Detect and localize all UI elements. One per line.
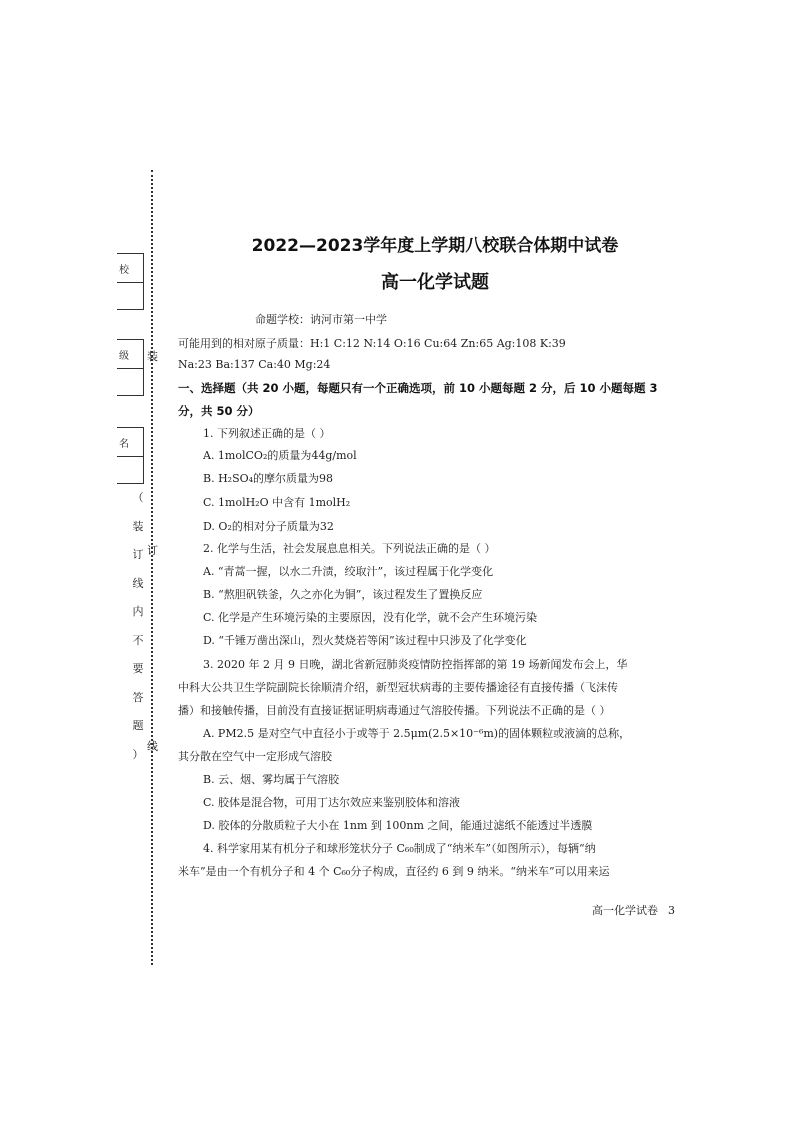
school-box-divider	[117, 282, 143, 283]
name-box	[117, 427, 144, 484]
binding-note-char: 内	[132, 605, 144, 618]
binding-note-char: 不	[132, 633, 144, 647]
binding-note	[131, 484, 145, 769]
question-1-stem: 1. 下列叙述正确的是（ ）	[203, 427, 331, 440]
proposer-school: 命题学校：讷河市第一中学	[255, 313, 387, 326]
school-box	[117, 253, 144, 310]
binding-label-xian: 线	[147, 740, 158, 753]
binding-label-zhuang: 装	[147, 350, 158, 363]
exam-title: 2022—2023学年度上学期八校联合体期中试卷	[251, 236, 619, 256]
question-1-option-a: A. 1molCO₂的质量为44g/mol	[203, 449, 357, 462]
binding-note-char: （	[132, 491, 144, 504]
subject-title: 高一化学试题	[381, 272, 489, 293]
question-1-option-c: C. 1molH₂O 中含有 1molH₂	[203, 496, 351, 509]
question-4-line-1: 4. 科学家用某有机分子和球形笼状分子 C₆₀制成了“纳米车”（如图所示），每辆“纳	[203, 842, 596, 855]
section-heading-line-2: 分，共 50 分）	[178, 404, 260, 418]
question-3-option-d: D. 胶体的分散质粒子大小在 1nm 到 100nm 之间，能通过滤纸不能透过半透膜	[203, 819, 593, 832]
binding-dotted-line	[151, 170, 153, 965]
question-2-option-c: C. 化学是产生环境污染的主要原因，没有化学，就不会产生环境污染	[203, 611, 538, 624]
binding-label-ding: 订	[147, 544, 158, 557]
question-2-option-a: A. “青蒿一握，以水二升渍，绞取汁”，该过程属于化学变化	[203, 565, 494, 578]
question-4-line-2: 米车”是由一个有机分子和 4 个 C₆₀分子构成，直径约 6 到 9 纳米。“纳米车”可以用来运	[178, 865, 610, 878]
binding-note-char: 装	[132, 519, 144, 533]
binding-note-char: 答	[132, 690, 144, 704]
footer-label: 高一化学试卷	[592, 904, 658, 917]
binding-note-char: 要	[132, 662, 144, 675]
name-box-divider	[117, 456, 143, 457]
question-2-option-d: D. “千锤万凿出深山，烈火焚烧若等闲”该过程中只涉及了化学变化	[203, 634, 527, 647]
question-1-option-d: D. O₂的相对分子质量为32	[203, 520, 334, 533]
atomic-mass-line-1: 可能用到的相对原子质量：H:1 C:12 N:14 O:16 Cu:64 Zn:65 Ag:108 K:39	[178, 337, 566, 350]
question-1-option-b: B. H₂SO₄的摩尔质量为98	[203, 472, 334, 485]
question-3-option-b: B. 云、烟、雾均属于气溶胶	[203, 773, 340, 786]
question-3-line-3: 播）和接触传播，目前没有直接证据证明病毒通过气溶胶传播。下列说法不正确的是（ ）	[178, 704, 611, 717]
question-3-option-a-line-1: A. PM2.5 是对空气中直径小于或等于 2.5μm(2.5×10⁻⁶m)的固体颗粒或液滴的总称，	[203, 727, 631, 740]
binding-note-char: ）	[132, 747, 144, 761]
binding-note-char: 订	[132, 548, 144, 561]
question-3-line-2: 中科大公共卫生学院副院长徐顺清介绍，新型冠状病毒的主要传播途径有直接传播（飞沫传	[178, 681, 618, 694]
question-3-option-a-line-2: 其分散在空气中一定形成气溶胶	[178, 750, 332, 763]
binding-note-char: 线	[132, 576, 144, 590]
page-footer	[592, 902, 675, 918]
binding-note-char: 题	[132, 719, 144, 732]
class-box	[117, 339, 144, 396]
question-3-line-1: 3. 2020 年 2 月 9 日晚，湖北省新冠肺炎疫情防控指挥部的第 19 场新闻发布会上，华	[203, 658, 628, 671]
class-label: 级	[119, 351, 129, 362]
school-label: 校	[119, 265, 129, 276]
question-2-option-b: B. “熬胆矾铁釜，久之亦化为铜”，该过程发生了置换反应	[203, 588, 483, 601]
question-2-stem: 2. 化学与生活，社会发展息息相关。下列说法正确的是（ ）	[203, 542, 496, 555]
question-3-option-c: C. 胶体是混合物，可用丁达尔效应来鉴别胶体和溶液	[203, 796, 461, 809]
section-heading-line-1: 一、选择题（共 20 小题，每题只有一个正确选项，前 10 小题每题 2 分，后 10 小题每题 3	[178, 381, 658, 395]
class-box-divider	[117, 368, 143, 369]
page-number: 3	[668, 904, 675, 917]
atomic-mass-line-2: Na:23 Ba:137 Ca:40 Mg:24	[178, 358, 331, 371]
name-label: 名	[119, 439, 129, 450]
